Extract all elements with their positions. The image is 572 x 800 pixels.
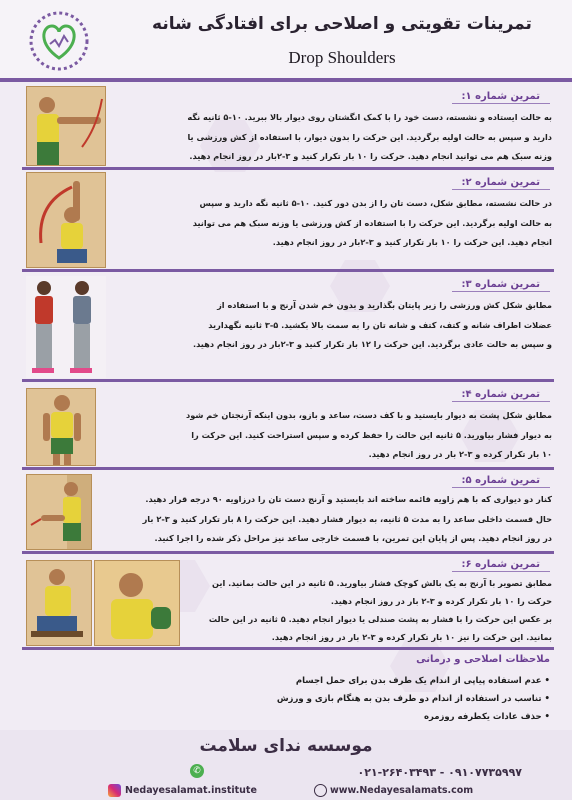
exercise-6-image-a — [26, 560, 92, 646]
exercise-4 — [22, 382, 554, 470]
exercise-2-image — [26, 172, 106, 268]
instagram-handle[interactable]: Nedayesalamat.institute — [125, 785, 257, 796]
exercise-line: به حالت ایستاده و نشسته، دست خود را با کمک انگشتان روی دیوار بالا ببرید. ۱۰-۵ ثانیه نگه — [187, 112, 552, 122]
list-item: • حذف عادات یکطرفه روزمره — [423, 712, 550, 722]
exercise-line: به دیوار فشار بیاورید. ۵ ثانیه این حالت را حفظ کرده و سپس استراحت کنید. این حرکت را — [191, 429, 552, 440]
exercise-3 — [22, 272, 554, 382]
exercise-description — [193, 194, 552, 253]
exercise-3-image — [26, 276, 106, 378]
page-subtitle: Drop Shoulders — [288, 48, 396, 67]
exercise-description — [193, 296, 552, 355]
exercise-line: حرکت را ۱۰ بار تکرار کرده و ۳-۲ بار در روز انجام دهید. — [330, 596, 552, 606]
exercise-line: بمانید. این حرکت را نیز ۱۰ بار تکرار کرده و ۳-۲ بار در روز انجام دهید. — [271, 632, 552, 642]
exercise-description — [186, 406, 552, 465]
list-item: • تناسب در استفاده از اندام دو طرف بدن به هنگام بازی و ورزش — [276, 694, 550, 704]
whatsapp-icon: ✆ — [190, 764, 204, 778]
notes-section — [22, 650, 554, 730]
exercise-description — [209, 574, 552, 646]
exercise-4-image — [26, 388, 96, 466]
exercise-title: تمرین شماره ۶: — [452, 558, 550, 572]
heart-logo-icon — [28, 10, 90, 72]
organization-name: موسسه ندای سلامت — [199, 736, 373, 756]
notes-title: ملاحظات اصلاحی و درمانی — [416, 654, 550, 665]
page-title: تمرینات تقویتی و اصلاحی برای افتادگی شانه — [152, 14, 532, 34]
exercise-line: مطابق شکل کش ورزشی را زیر پایتان بگذارید و بدون خم شدن آرنج و با استفاده از — [217, 300, 552, 310]
exercise-description — [187, 108, 552, 167]
exercise-title: تمرین شماره ۱: — [452, 90, 550, 104]
instagram-icon — [108, 784, 121, 797]
exercise-1-image — [26, 86, 106, 166]
phone-numbers[interactable]: ۰۲۱-۲۶۴۰۳۴۹۳ - ۰۹۱۰۷۷۳۵۹۹۷ — [357, 766, 522, 779]
exercise-line: مطابق شکل پشت به دیوار بایستید و با کف دست، ساعد و بازو، بدون اینکه آرنجتان خم شود — [186, 410, 552, 420]
exercise-line: کنار دو دیواری که با هم زاویه قائمه ساخته اند بایستید و آرنج دست تان را درزاویه ۹۰ درجه قرار دهید. — [145, 494, 552, 504]
exercise-line: حال قسمت داخلی ساعد را به مدت ۵ ثانیه، به دیوار فشار دهید. این حرکت را ۸ بار تکرار کنید و ۳-۲ بار — [142, 513, 552, 524]
exercise-line: در حالت نشسته، مطابق شکل، دست تان را از بدن دور کنید. ۱۰-۵ ثانیه نگه دارید و سپس — [199, 198, 552, 208]
globe-icon — [314, 784, 327, 797]
exercise-line: انجام دهید. این حرکت را ۱۰ بار تکرار کنید و ۳-۲بار در روز انجام دهید. — [272, 237, 552, 247]
exercise-line: در روز انجام دهید. پس از پایان این تمرین، با قسمت خارجی ساعد نیز مراحل ذکر شده را اجرا کنید. — [154, 533, 552, 543]
notes-list — [277, 672, 550, 726]
exercise-title: تمرین شماره ۲: — [452, 176, 550, 190]
footer — [0, 730, 572, 800]
exercise-line: به حالت اولیه برگردید. این حرکت را با استفاده از کش ورزشی یا وزنه سبک هم می توانید — [192, 217, 552, 228]
exercise-title: تمرین شماره ۳: — [452, 278, 550, 292]
exercise-5 — [22, 470, 554, 554]
exercise-6-image-b — [94, 560, 180, 646]
website-link[interactable]: www.Nedayesalamats.com — [330, 785, 474, 796]
exercise-line: مطابق تصویر با آرنج به یک بالش کوچک فشار بیاورید. ۵ ثانیه در این حالت بمانید. این — [212, 578, 552, 588]
exercise-line: ۱۰ بار تکرار کرده و ۳-۲ بار در روز انجام دهید. — [368, 449, 552, 459]
exercise-line: وزنه سبک هم می توانید انجام دهید. حرکت را ۱۰ بار تکرار کنید و ۳-۲بار در روز انجام دهید. — [189, 151, 552, 161]
exercise-1 — [22, 84, 554, 170]
exercise-description — [143, 490, 552, 549]
list-item: • عدم استفاده پیاپی از اندام یک طرف بدن برای حمل اجسام — [295, 676, 550, 686]
exercise-5-image — [26, 474, 92, 550]
exercise-6 — [22, 554, 554, 650]
exercise-title: تمرین شماره ۴: — [452, 388, 550, 402]
exercise-line: و سپس به حالت عادی برگردید. این حرکت را ۱۲ بار تکرار کنید و ۳-۲بار در روز انجام دهید. — [192, 339, 552, 349]
exercise-2 — [22, 170, 554, 272]
exercise-line: بر عکس این حرکت را با فشار به پشت صندلی یا دیوار انجام دهید. ۵ ثانیه در این حالت — [208, 614, 552, 624]
exercise-title: تمرین شماره ۵: — [452, 474, 550, 488]
exercise-line: دارید و سپس به حالت اولیه برگردید. این حرکت را بدون دیوار، با استفاده از کش ورزشی یا — [187, 131, 552, 142]
header — [0, 0, 572, 82]
exercise-line: عضلات اطراف شانه و کتف، کتف و شانه تان را به سمت بالا بکشید. ۵-۳ ثانیه نگهدارید — [208, 319, 552, 330]
